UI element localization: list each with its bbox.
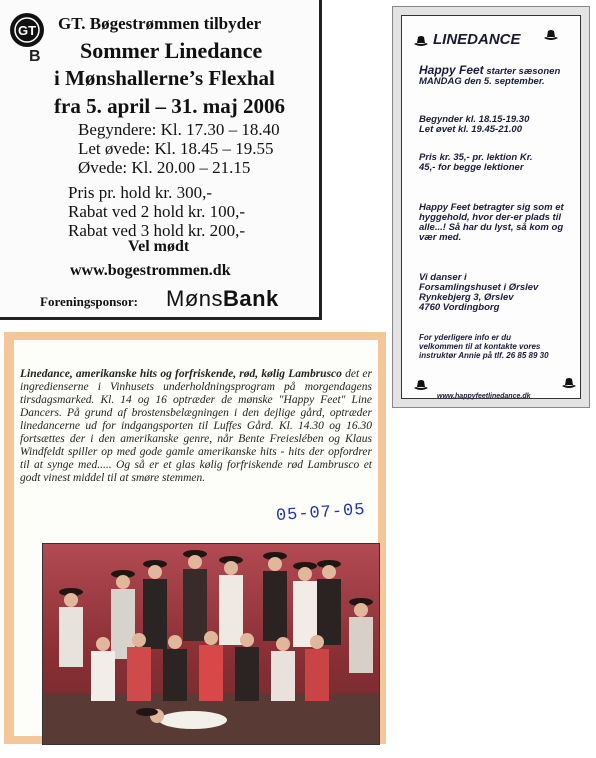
price-item: Rabat ved 2 hold kr. 100,- xyxy=(68,202,246,221)
venue-line: i Mønshallerne’s Flexhal xyxy=(54,66,275,90)
intro-text xyxy=(419,65,571,87)
group-name: Happy Feet xyxy=(419,63,484,77)
price-item: Rabat ved 3 hold kr. 200,- xyxy=(68,221,246,240)
cowboy-hat-icon xyxy=(561,375,577,391)
article-paper xyxy=(14,340,378,736)
article-body: det er ingredienserne i Vinhusets underholdningsprogram på morgendagens tirsdagsmarked. Kl. 14 og 16 optræder de mønske "Happy Feet" Line Dancers. På grund af brostensbelægningen i den dejlige gård, optræder linedancerne ud for indgangsporten til Luffes Gård. Kl. 14.30 og 16.30 fortsættes der i den amerikanske genre, når Bente Freieslében og Klaus Windfeldt spiller op med gode gamle amerikanske hits - hits der opfordrer til at synge med..... Og så er et glas kølig forfriskende rød Lambrusco et godt vinest middel til at smøre stemmen. xyxy=(20,368,372,484)
clipping-newspaper-article xyxy=(4,332,386,744)
clipping-happy-feet xyxy=(392,6,590,408)
dates-line: fra 5. april – 31. maj 2006 xyxy=(54,94,285,118)
logo-letters: GT xyxy=(17,23,37,38)
gtb-logo-icon xyxy=(9,12,45,48)
cowboy-hat-icon xyxy=(413,33,429,49)
website-text: www.bogestrommen.dk xyxy=(70,262,231,279)
intro-rest: starter sæsonen MANDAG den 5. september. xyxy=(419,66,561,87)
cowboy-hat-icon xyxy=(543,27,559,43)
website-text: www.happyfeetlinedance.dk xyxy=(437,393,531,400)
logo-letter-b: B xyxy=(29,48,41,65)
contact-text: For yderligere info er du velkommen til at kontakte vores instruktør Annie på tlf. 26 85 89 30 xyxy=(419,333,549,360)
sponsor-name-bold: Bank xyxy=(223,286,279,311)
address-line: Vi danser i xyxy=(419,272,467,283)
cowboy-hat-icon xyxy=(413,377,429,393)
time-item: Begynder kl. 18.15-19.30 xyxy=(419,114,530,125)
article-text xyxy=(20,368,372,485)
time-item: Let øvet kl. 19.45-21.00 xyxy=(419,124,522,135)
ad-title: Sommer Linedance xyxy=(80,38,263,63)
address-block xyxy=(419,273,571,313)
price-list xyxy=(68,183,245,240)
price-item: Pris pr. hold kr. 300,- xyxy=(68,183,213,202)
schedule-item: Let øvede: Kl. 18.45 – 19.55 xyxy=(78,139,274,158)
sponsor-name-light: Møns xyxy=(166,286,223,311)
pitch-text: Happy Feet betragter sig som et hyggehold, hvor der-er plads til alle...! Så har du lyst, så kom og vær med. xyxy=(419,202,564,243)
times-block xyxy=(419,115,571,135)
sponsor-label: Foreningsponsor: xyxy=(40,294,138,309)
clipping-summer-linedance xyxy=(0,0,322,320)
price-text: Pris kr. 35,- pr. lektion Kr. 45,- for begge lektioner xyxy=(419,152,533,173)
address-line: Rynkebjerg 3, Ørslev xyxy=(419,292,514,303)
ad-title: LINEDANCE xyxy=(433,31,521,48)
schedule-item: Øvede: Kl. 20.00 – 21.15 xyxy=(78,158,251,177)
schedule-list xyxy=(78,120,280,177)
address-line: Forsamlingshuset i Ørslev xyxy=(419,282,539,293)
schedule-item: Begyndere: Kl. 17.30 – 18.40 xyxy=(78,120,280,139)
address-line: 4760 Vordingborg xyxy=(419,302,500,313)
article-lead: Linedance, amerikanske hits og forfriskende, rød, kølig Lambrusco xyxy=(20,368,342,380)
greeting: Vel mødt xyxy=(128,238,190,255)
club-line: GT. Bøgestrømmen tilbyder xyxy=(58,14,262,33)
sponsor-logo xyxy=(166,286,279,312)
linedancers-group-photo xyxy=(42,543,380,745)
handwritten-date: 05-07-05 xyxy=(275,500,367,527)
